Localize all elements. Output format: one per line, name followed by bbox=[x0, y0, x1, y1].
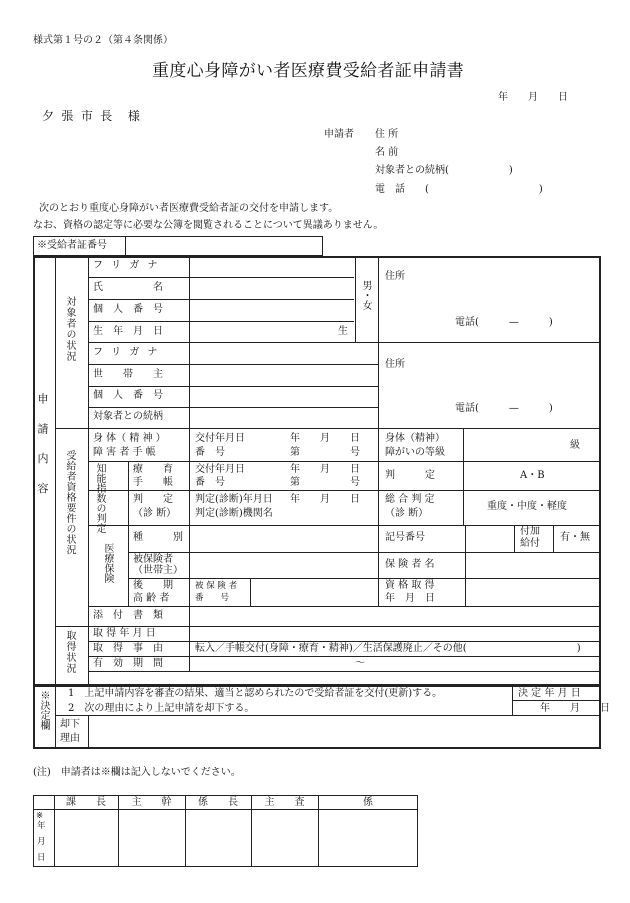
stamp-corner-day: 日 bbox=[37, 853, 46, 863]
certificate-number-label: ※受給者証番号 bbox=[37, 240, 107, 251]
hihoken-no-label-2: 番 号 bbox=[195, 593, 230, 603]
tenpu-label: 添 付 書 類 bbox=[93, 610, 163, 621]
techo-number-label: 番 号 bbox=[195, 447, 225, 458]
note: (注) 申請者は※欄は記入しないでください。 bbox=[33, 767, 241, 778]
household-kojin-label: 個 人 番 号 bbox=[93, 390, 163, 401]
subject-name-label: 氏 名 bbox=[93, 282, 163, 293]
applicant-label: 申請者 bbox=[324, 129, 354, 140]
reject-label-2: 理由 bbox=[60, 733, 80, 744]
ryoiku-issue-date-value: 年 月 日 bbox=[290, 464, 360, 475]
application-date: 年 月 日 bbox=[498, 92, 568, 103]
stamp-corner-month: 月 bbox=[37, 837, 46, 847]
applicant-phone-label: 電 話 ( ) bbox=[375, 184, 543, 195]
sogo-label-2: （診 断） bbox=[385, 508, 429, 519]
fuka-label-2: 給付 bbox=[520, 538, 540, 549]
addressee: 夕 張 市 長 様 bbox=[42, 109, 142, 123]
koki-label-2: 高 齢 者 bbox=[133, 593, 170, 604]
form-number: 様式第１号の２（第４条関係） bbox=[33, 35, 173, 46]
household-furigana-label: フ リ ガ ナ bbox=[93, 347, 161, 358]
stamp-corner-mark: ※ bbox=[36, 811, 44, 821]
techo-issue-date-label: 交付年月日 bbox=[195, 433, 245, 444]
severity-options: 重度・中度・軽度 bbox=[487, 501, 567, 512]
page-title: 重度心身障がい者医療費受給者証申請書 bbox=[152, 61, 465, 81]
stamp-corner-year: 年 bbox=[37, 821, 46, 831]
stamp-col-shusa: 主 査 bbox=[264, 797, 305, 808]
techo-issue-date-value: 年 月 日 bbox=[290, 433, 360, 444]
subject-birth-suffix: 生 bbox=[338, 326, 348, 337]
section-shutoku: 取得状況 bbox=[64, 630, 75, 674]
hihoken-label-1: 被保険者 bbox=[133, 554, 173, 565]
ryoiku-issue-date-label: 交付年月日 bbox=[195, 464, 245, 475]
section-shikaku: 受給者資格要件の状況 bbox=[64, 450, 75, 555]
techo-label-2: 障 害 者 手 帳 bbox=[93, 447, 156, 458]
hihoken-no-label-1: 被 保 険 者 bbox=[195, 581, 238, 591]
decision-date-label: 決 定 年 月 日 bbox=[518, 688, 581, 699]
ryoiku-number-label: 番 号 bbox=[195, 477, 225, 488]
section-taishosha: 対象者の状況 bbox=[64, 296, 75, 362]
hihoken-label-2: （世帯主） bbox=[133, 565, 183, 576]
household-head-label: 世 帯 主 bbox=[93, 369, 163, 380]
kigo-label: 記号番号 bbox=[385, 532, 425, 543]
hantei-ab: A・B bbox=[520, 470, 545, 481]
stamp-col-kakari: 係 bbox=[363, 797, 373, 808]
techo-label-1: 身 体（ 精 神 ） bbox=[93, 433, 166, 444]
subject-birth-label: 生 年 月 日 bbox=[93, 326, 163, 337]
diag-label-1: 判 定 bbox=[133, 494, 173, 505]
household-relation-label: 対象者との続柄 bbox=[93, 411, 163, 422]
stamp-col-shukan: 主 幹 bbox=[131, 797, 172, 808]
stamp-col-kakaricho: 係 長 bbox=[198, 797, 238, 808]
section-chino: 知能指数の判定 bbox=[94, 463, 105, 533]
fuka-umu: 有・無 bbox=[560, 532, 590, 543]
subject-furigana-label: フ リ ガ ナ bbox=[93, 260, 161, 271]
shikaku-label-1: 資 格 取 得 bbox=[385, 580, 435, 591]
acq-period-label: 有 効 期 間 bbox=[93, 658, 163, 669]
intro-line-2: なお、資格の認定等に必要な公簿を閲覧されることについて異議ありません。 bbox=[33, 220, 384, 231]
hantei-label: 判 定 bbox=[385, 470, 435, 481]
ryoiku-label-2: 手 帳 bbox=[133, 477, 173, 488]
intro-line-1: 次のとおり重度心身障がい者医療費受給者証の交付を申請します。 bbox=[39, 203, 339, 214]
section-iryo: 医療保険 bbox=[102, 543, 113, 583]
applicant-relation-label: 対象者との続柄( ) bbox=[375, 165, 513, 176]
ryoiku-number-value: 第 号 bbox=[290, 477, 360, 488]
techo-number-value: 第 号 bbox=[290, 447, 360, 458]
stamp-col-kacho: 課 長 bbox=[66, 797, 106, 808]
diag-label-2: （診 断） bbox=[133, 508, 177, 519]
decision-label: ※決定欄 bbox=[38, 690, 49, 730]
shubetsu-label: 種 別 bbox=[133, 532, 183, 543]
shikaku-label-2: 年 月 日 bbox=[385, 593, 435, 604]
grade-value: 級 bbox=[570, 440, 580, 451]
acq-reason-value: 転入／手帳交付(身障・療育・精神)／生活保護廃止／その他( ) bbox=[195, 643, 581, 654]
applicant-name-label: 名 前 bbox=[375, 147, 399, 158]
ryoiku-label-1: 療 育 bbox=[133, 464, 173, 475]
section-shinsei-naiyo: 申請内容 bbox=[36, 393, 49, 512]
grade-label-2: 障がいの等級 bbox=[385, 447, 445, 458]
applicant-address-label: 住 所 bbox=[375, 129, 399, 140]
decision-item-2: 2 次の理由により上記申請を却下する。 bbox=[68, 703, 255, 714]
diag-date-label: 判定(診断)年月日 bbox=[195, 494, 273, 505]
hokensha-label: 保 険 者 名 bbox=[385, 559, 435, 570]
subject-kojin-label: 個 人 番 号 bbox=[93, 304, 163, 315]
subject-gender: 男・女 bbox=[360, 280, 371, 310]
decision-item-1: 1 上記申請内容を審査の結果、適当と認められたので受給者証を交付(更新)する。 bbox=[68, 688, 443, 699]
diag-org-label: 判定(診断)機関名 bbox=[195, 508, 273, 519]
diag-date-value: 年 月 日 bbox=[290, 494, 360, 505]
household-address-label: 住所 bbox=[385, 359, 405, 370]
acq-date-label: 取 得 年 月 日 bbox=[93, 628, 156, 639]
fuka-label-1: 付加 bbox=[520, 526, 540, 537]
subject-phone-label: 電話( — ) bbox=[455, 317, 553, 328]
sogo-label-1: 総 合 判 定 bbox=[385, 494, 435, 505]
subject-address-label: 住所 bbox=[385, 271, 405, 282]
reject-label-1: 却下 bbox=[60, 719, 80, 730]
decision-date-value: 年 月 日 bbox=[540, 703, 610, 714]
koki-label-1: 後 期 bbox=[133, 580, 173, 591]
household-phone-label: 電話( — ) bbox=[455, 403, 553, 414]
acq-period-tilde: 〜 bbox=[355, 658, 365, 669]
acq-reason-label: 取 得 事 由 bbox=[93, 643, 163, 654]
grade-label-1: 身体（精神） bbox=[385, 433, 445, 444]
